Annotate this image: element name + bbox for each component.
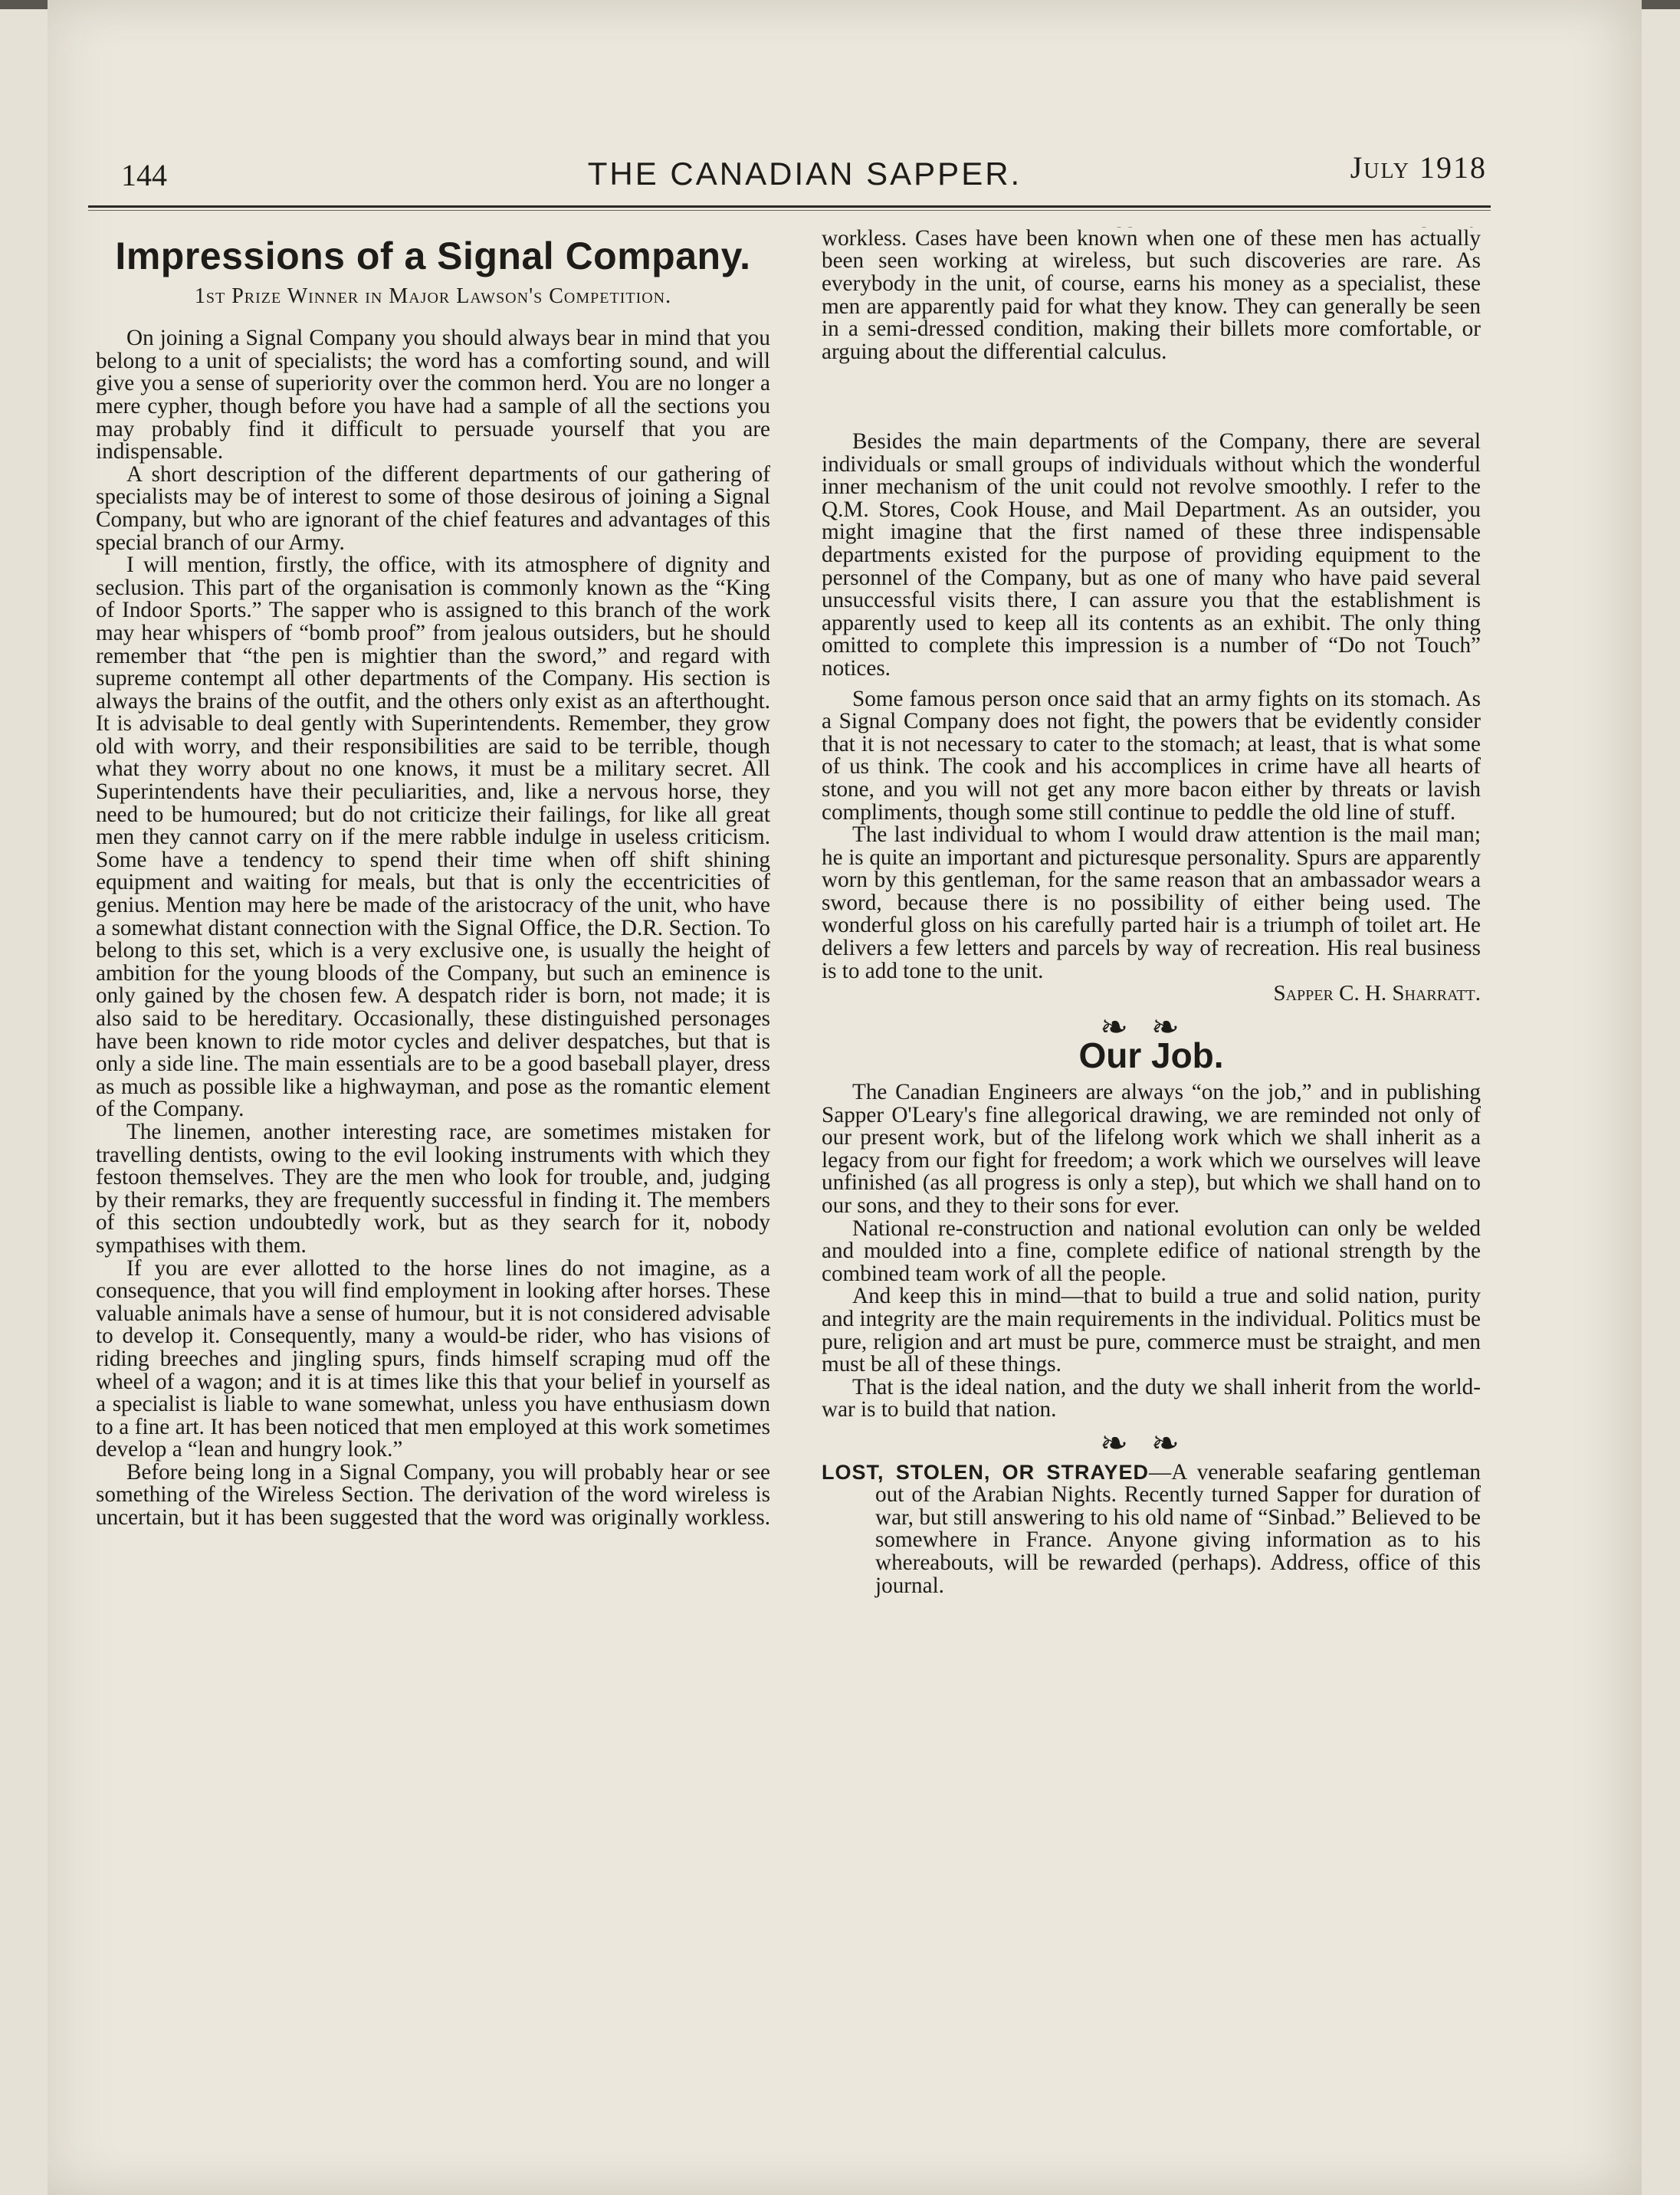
paragraph: If you are ever allotted to the horse lines do not imagine, as a consequence, that you will find employment in looking after horses. These valuable animals have a sense of humour, but it is not considered advisable to develop it. Consequently, many a would-be rider, who has visions of riding breeches and jingling spurs, finds himself scraping mud off the wheel of a wagon; and it is at times like this that your belief in yourself as a specialist is liable to wane somewhat, unless you have enthusiasm down to a fine art. It has been noticed that men employed at this work sometimes develop a “lean and hungry look.” [96,1255,770,1462]
author-signature: Sapper C. H. Sharratt. [1273,981,1481,1006]
article-subtitle: 1st Prize Winner in Major Lawson's Competition. [194,284,672,308]
header-rule [88,205,1491,208]
paragraph: I will mention, firstly, the office, with its atmosphere of dignity and seclusion. This part of the organisation is commonly known as the “King of Indoor Sports.” The sapper who is assigned to this branch of the work may hear whispers of “bomb proof” from jealous outsiders, but he should remember that “the pen is mightier than the sword,” and regard with supreme contempt all other departments of the Company. His section is always the brains of the outfit, and the others only exist as an afterthought. It is advisable to deal gently with Superintendents. Remember, they grow old with worry, and their responsibilities are said to be terrible, though what they worry about no one knows, it must be a military secret. All Superintendents have their peculiarities, and, like a nervous horse, they need to be humoured; but do not criticize their failings, for like all great men they cannot carry on if the mere rabble indulge in useless criticism. Some have a tendency to spend their time when off shift shining equipment and waiting for meals, but that is only the eccentricities of genius. Mention may here be made of the aristocracy of the unit, who have a somewhat distant connection with the Signal Office, the D.R. Section. To belong to this set, which is a very exclusive one, is usually the height of ambition for the young bloods of the Company, but such an eminence is only gained by the chosen few. A despatch rider is born, not made; it is also said to be hereditary. Occasionally, these distinguished personages have been known to ride motor cycles and deliver despatches, but that is only a side line. The main essentials are to be a good baseball player, dress as much as possible like a highwayman, and pose as the romantic element of the Company. [96,553,770,1122]
notice-text: —A venerable seafaring gentleman out of the Arabian Nights. Recently turned Sapper for duration of war, but still answering to his old name of “Sinbad.” Believed to be somewhere in France. Anyone giving information as to his whereabouts, will be rewarded (perhaps). Address, office of this journal. [875,1459,1481,1598]
paragraph: And keep this in mind—that to build a true and solid nation, purity and integrity are the main requirements in the individual. Politics must be pure, religion and art must be pure, commerce must be straight, and men must be all of these things. [822,1284,1481,1377]
paragraph-continued [822,227,1481,431]
page-number: 144 [121,158,167,192]
header-rule-thin [88,210,1491,211]
page-header [77,149,1487,203]
wireless-paragraph: workless. Cases have been known when one of these men has actually been seen working at wireless, but such discoveries are rare. As everybody in the unit, of course, earns his money as a specialist, these men are apparently paid for what they know. They can generally be seen in a semi-dressed condition, making their billets more comfortable, or arguing about the differential calculus. [822,227,1481,364]
paragraph: The last individual to whom I would draw attention is the mail man; he is quite an important and picturesque personality. Spurs are apparently worn by this gentleman, for the same reason that an ambassador wears a sword, because there is no possibility of either being used. The wonderful gloss on his carefully parted hair is a triumph of toilet art. He delivers a few letters and parcels by way of recreation. His real business is to add tone to the unit. [822,822,1481,983]
paragraph: That is the ideal nation, and the duty we shall inherit from the world-war is to build that nation. [822,1374,1481,1422]
paragraph: On joining a Signal Company you should always bear in mind that you belong to a unit of specialists; the word has a comforting sound, and will give you a sense of superiority over the common herd. You are no longer a mere cypher, though before you have had a sample of all the sections you may probably find it difficult to persuade yourself that you are indispensable. [96,326,770,464]
lost-notice [822,1459,1481,1598]
paragraph-continues: Before being long in a Signal Company, you will probably hear or see something of the Wireless Section. The derivation of the word wireless is uncertain, but it has been suggested that the word was originally workless. [96,1461,770,1529]
paragraph: The linemen, another interesting race, are sometimes mistaken for travelling dentists, owing to the evil looking instruments with which they festoon themselves. They are the men who look for trouble, and, judging by their remarks, they are frequently successful in finding it. The members of this section undoubtedly work, but as they search for it, nobody sympathises with them. [96,1119,770,1258]
right-column [822,227,1481,1597]
journal-title: THE CANADIAN SAPPER. [587,156,1022,192]
fleuron-ornament-icon: ❧❧ [1100,1424,1203,1462]
issue-date: July 1918 [1350,150,1487,185]
notice-lead: LOST, STOLEN, OR STRAYED [822,1460,1150,1484]
paragraph: The Canadian Engineers are always “on the job,” and in publishing Sapper O'Leary's fine allegorical drawing, we are reminded not only of our present work, but of the lifelong work which we shall inherit as a legacy from our fight for freedom; a work which we ourselves will leave unfinished (as all progress is only a step), but which we shall hand on to our sons, and they to their sons for ever. [822,1080,1481,1218]
article-title-our-job: Our Job. [1078,1035,1224,1076]
paragraph: Some famous person once said that an army fights on its stomach. As a Signal Company does not fight, the powers that be evidently consider that it is not necessary to cater to the stomach; at least, that is what some of us think. The cook and his accomplices in crime have all hearts of stone, and you will not get any more bacon either by threats or lavish compliments, though some still continue to peddle the old line of stuff. [822,686,1481,825]
paragraph: Besides the main departments of the Company, there are several individuals or small groups of individuals without which the wonderful inner mechanism of the unit could not revolve smoothly. I refer to the Q.M. Stores, Cook House, and Mail Department. As an outsider, you might imagine that the first named of these three indispensable departments existed for the purpose of providing equipment to the personnel of the Company, but as one of many who have paid several unsuccessful visits there, I can assure you that the establishment is apparently used to keep all its contents as an exhibit. The only thing omitted to complete this impression is a number of “Do not Touch” notices. [822,429,1481,681]
paragraph: National re-construction and national evolution can only be welded and moulded into a fine, complete edifice of national strength by the combined team work of all the people. [822,1216,1481,1286]
left-column [96,230,770,1529]
article-title: Impressions of a Signal Company. [115,235,751,277]
paragraph: A short description of the different departments of our gathering of specialists may be of interest to some of those desirous of joining a Signal Company, but who are ignorant of the chief features and advantages of this special branch of our Army. [96,461,770,555]
fleuron-ornament-icon: ❧❧ [1100,1008,1203,1046]
